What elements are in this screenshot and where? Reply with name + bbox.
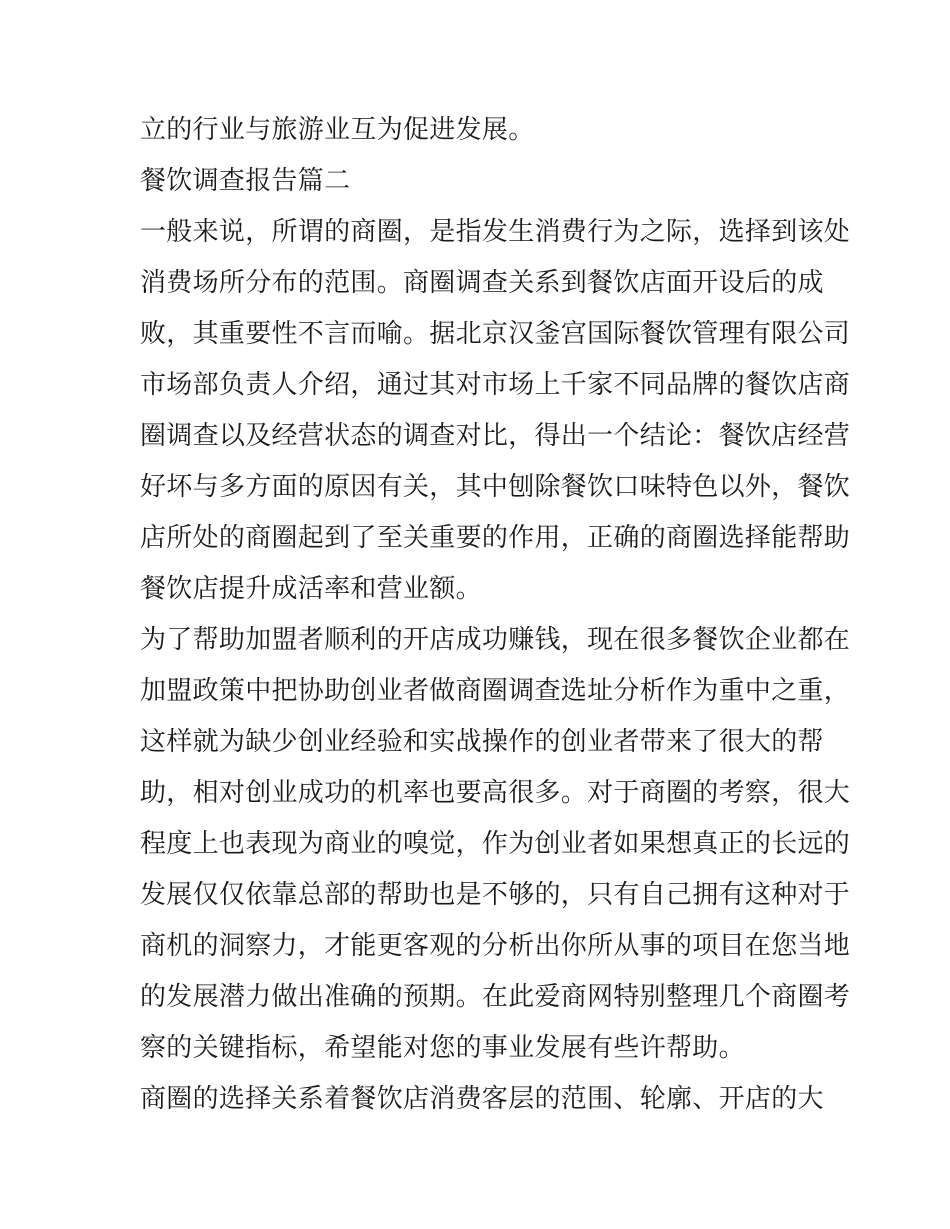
text-line: 这样就为缺少创业经验和实战操作的创业者带来了很大的帮	[140, 727, 824, 757]
text-line: 消费场所分布的范围。商圈调查关系到餐饮店面开设后的成	[140, 268, 824, 298]
text-line: 为了帮助加盟者顺利的开店成功赚钱，现在很多餐饮企业都在	[140, 625, 851, 655]
text-line: 加盟政策中把协助创业者做商圈调查选址分析作为重中之重，	[140, 676, 851, 706]
text-line: 好坏与多方面的原因有关，其中刨除餐饮口味特色以外，餐饮	[140, 472, 851, 502]
text-line: 店所处的商圈起到了至关重要的作用，正确的商圈选择能帮助	[140, 523, 851, 553]
text-line: 发展仅仅依靠总部的帮助也是不够的，只有自己拥有这种对于	[140, 880, 851, 910]
text-line: 的发展潜力做出准确的预期。在此爱商网特别整理几个商圈考	[140, 982, 851, 1012]
text-line: 圈调查以及经营状态的调查对比，得出一个结论：餐饮店经营	[140, 421, 851, 451]
text-line: 察的关键指标，希望能对您的事业发展有些许帮助。	[140, 1033, 745, 1063]
text-line: 商圈的选择关系着餐饮店消费客层的范围、轮廓、开店的大	[140, 1084, 824, 1114]
text-line: 商机的洞察力，才能更客观的分析出你所从事的项目在您当地	[140, 931, 851, 961]
section-heading: 餐饮调查报告篇二	[140, 166, 351, 196]
text-line: 一般来说，所谓的商圈，是指发生消费行为之际，选择到该处	[140, 217, 851, 247]
text-line: 市场部负责人介绍，通过其对市场上千家不同品牌的餐饮店商	[140, 370, 851, 400]
text-line: 败，其重要性不言而喻。据北京汉釜宫国际餐饮管理有限公司	[140, 319, 851, 349]
text-line: 助，相对创业成功的机率也要高很多。对于商圈的考察，很大	[140, 778, 851, 808]
text-line: 程度上也表现为商业的嗅觉，作为创业者如果想真正的长远的	[140, 829, 851, 859]
text-line: 餐饮店提升成活率和营业额。	[140, 574, 482, 604]
text-line: 立的行业与旅游业互为促进发展。	[140, 115, 535, 145]
